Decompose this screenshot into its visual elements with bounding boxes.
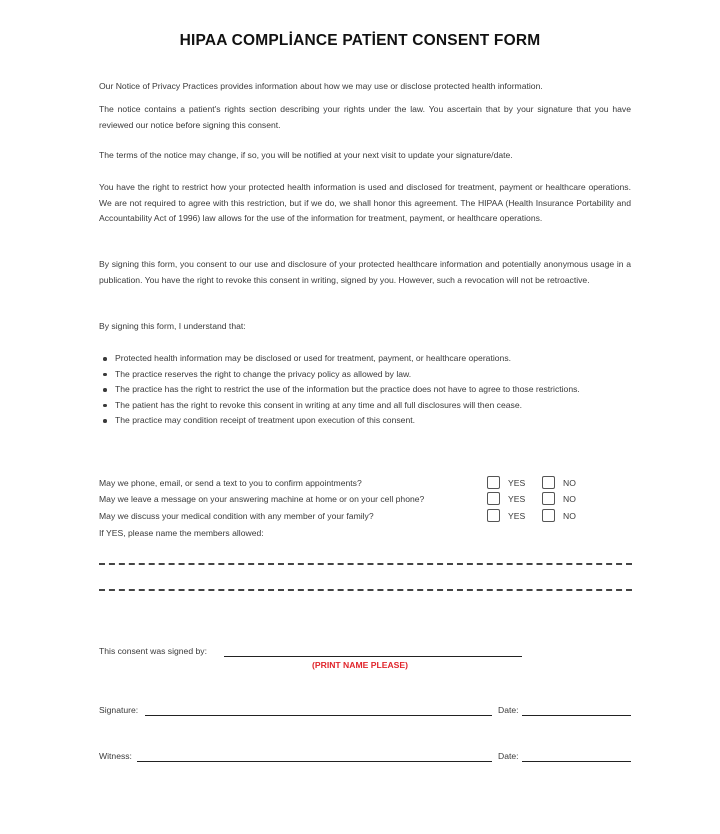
signature-date-field[interactable] bbox=[522, 715, 631, 716]
checkbox-box[interactable] bbox=[542, 509, 555, 522]
yes-label: YES bbox=[508, 477, 526, 488]
paragraph-consent: By signing this form, you consent to our use and disclosure of your protected healthcare information and potentially anonymous usage in a publication. You have the right to revoke this consent in writing, signed by you. However, such a revocation will not be retroactive. bbox=[99, 259, 631, 285]
yes-label: YES bbox=[508, 510, 526, 521]
question-appointments: May we phone, email, or send a text to you to confirm appointments? bbox=[99, 478, 362, 488]
print-name-note: (PRINT NAME PLEASE) bbox=[312, 660, 408, 670]
question-family: May we discuss your medical condition with any member of your family? bbox=[99, 511, 374, 521]
question-messages: May we leave a message on your answering machine at home or on your cell phone? bbox=[99, 494, 425, 504]
no-label: NO bbox=[563, 493, 576, 504]
witness-date-label: Date: bbox=[498, 751, 519, 761]
witness-field[interactable] bbox=[137, 761, 492, 762]
yes-checkbox-messages[interactable] bbox=[487, 492, 525, 505]
paragraph-notice: Our Notice of Privacy Practices provides information about how we may use or disclose protected health information. bbox=[99, 81, 543, 91]
print-name-field[interactable] bbox=[224, 656, 522, 657]
form-title: HIPAA COMPLİANCE PATİENT CONSENT FORM bbox=[179, 32, 541, 49]
checkbox-box[interactable] bbox=[487, 492, 500, 505]
no-label: NO bbox=[563, 477, 576, 488]
members-label: If YES, please name the members allowed: bbox=[99, 528, 264, 538]
list-item: The practice has the right to restrict the use of the information but the practice does not have to agree to those restrictions. bbox=[99, 382, 631, 398]
signed-by-label: This consent was signed by: bbox=[99, 646, 207, 656]
checkbox-box[interactable] bbox=[542, 476, 555, 489]
list-item: The patient has the right to revoke this consent in writing at any time and all full disclosures will then cease. bbox=[99, 398, 631, 414]
yes-label: YES bbox=[508, 493, 526, 504]
paragraph-understand: By signing this form, I understand that: bbox=[99, 321, 246, 331]
no-label: NO bbox=[563, 510, 576, 521]
members-line-2[interactable] bbox=[99, 589, 632, 591]
understanding-list bbox=[99, 351, 631, 429]
paragraph-terms: The terms of the notice may change, if so, you will be notified at your next visit to update your signature/date. bbox=[99, 150, 513, 160]
no-checkbox-messages[interactable] bbox=[542, 492, 576, 505]
members-line-1[interactable] bbox=[99, 563, 632, 565]
checkbox-box[interactable] bbox=[487, 509, 500, 522]
no-checkbox-family[interactable] bbox=[542, 509, 576, 522]
no-checkbox-appointments[interactable] bbox=[542, 476, 576, 489]
yes-checkbox-family[interactable] bbox=[487, 509, 525, 522]
checkbox-box[interactable] bbox=[542, 492, 555, 505]
list-item: The practice reserves the right to change the privacy policy as allowed by law. bbox=[99, 367, 631, 383]
witness-date-field[interactable] bbox=[522, 761, 631, 762]
paragraph-restrict: You have the right to restrict how your protected health information is used and disclosed for treatment, payment or healthcare operations. We are not required to agree with this restriction, but if we do, we shall honor this agreement. The HIPAA (Health Insurance Portability and Accountability Act of 1996) law allows for the use of the information for treatment, payment, or healthcare operations. bbox=[99, 182, 631, 224]
list-item: Protected health information may be disclosed or used for treatment, payment, or healthcare operations. bbox=[99, 351, 631, 367]
list-item: The practice may condition receipt of treatment upon execution of this consent. bbox=[99, 413, 631, 429]
signature-label: Signature: bbox=[99, 705, 139, 715]
signature-field[interactable] bbox=[145, 715, 492, 716]
witness-label: Witness: bbox=[99, 751, 132, 761]
paragraph-rights: The notice contains a patient's rights section describing your rights under the law. You ascertain that by your signature that you have reviewed our notice before signing this consent. bbox=[99, 104, 631, 130]
yes-checkbox-appointments[interactable] bbox=[487, 476, 525, 489]
checkbox-box[interactable] bbox=[487, 476, 500, 489]
signature-date-label: Date: bbox=[498, 705, 519, 715]
